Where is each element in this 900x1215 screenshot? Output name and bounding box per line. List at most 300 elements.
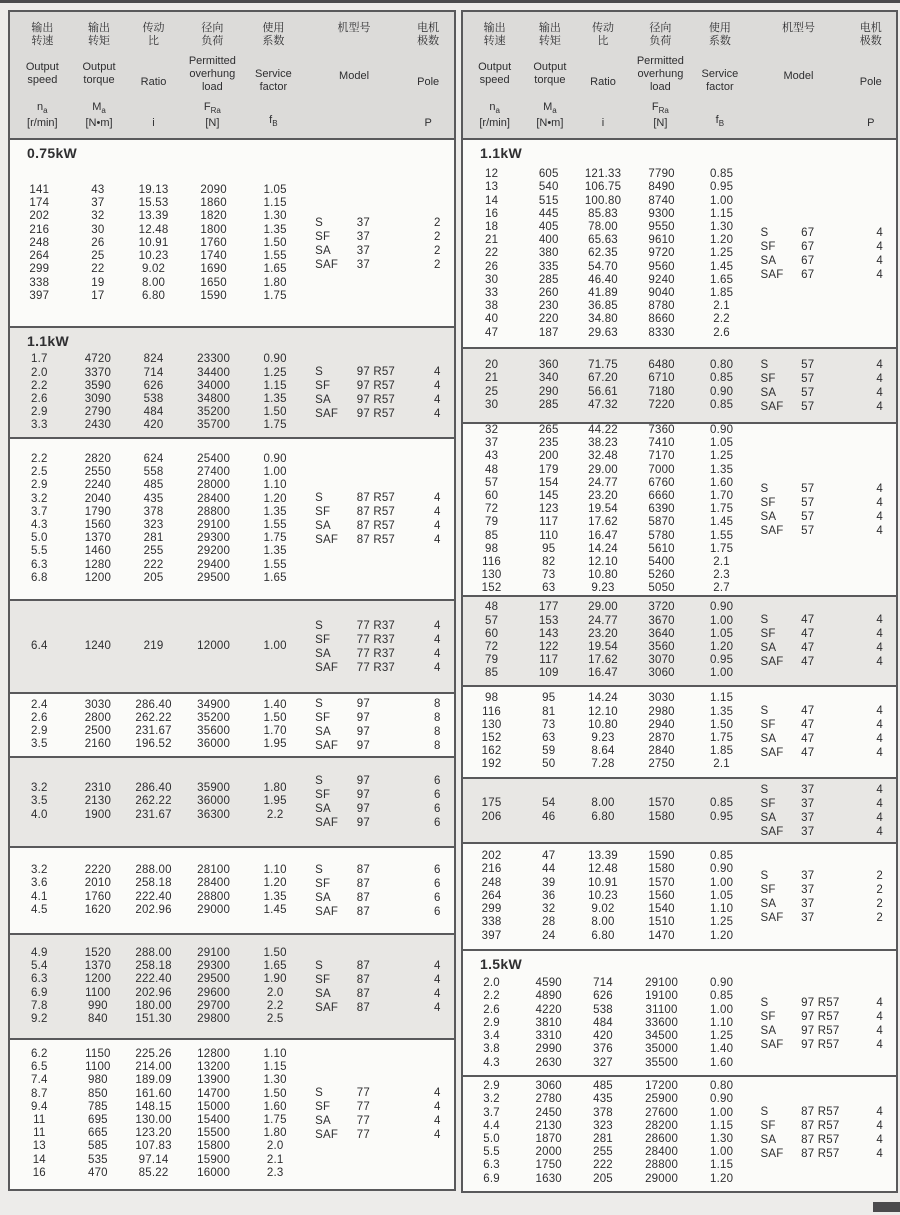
spec-group [463, 777, 896, 842]
cell-factor: 0.90 [709, 977, 734, 990]
cell-torque: 143 [538, 627, 559, 640]
table-row [463, 582, 749, 595]
cell-torque: 2820 [84, 452, 112, 465]
cell-load: 36000 [197, 795, 231, 808]
table-row [10, 809, 303, 822]
model-name: S [760, 996, 769, 1009]
model-code: 97 [356, 712, 370, 724]
spec-group [10, 756, 454, 846]
model-code: 87 [356, 891, 370, 904]
cell-factor: 1.00 [263, 466, 287, 479]
cell-factor: 1.20 [263, 877, 287, 890]
cell-factor: 1.15 [709, 1119, 734, 1132]
cell-torque: 535 [87, 1153, 108, 1166]
model-row [303, 379, 454, 393]
cell-ratio: 202.96 [135, 986, 172, 999]
table-row [10, 1167, 303, 1180]
cell-ratio: 378 [593, 1106, 613, 1119]
table-row [10, 1154, 303, 1167]
model-code: 97 R57 [356, 380, 396, 392]
model-row [749, 797, 896, 811]
model-code: 87 R57 [356, 534, 396, 546]
table-row [463, 692, 749, 705]
cell-speed: 5.4 [31, 960, 48, 973]
model-row [303, 1086, 454, 1100]
cell-speed: 11 [33, 1127, 46, 1140]
cell-speed: 60 [484, 627, 499, 640]
model-pole: 2 [876, 869, 883, 882]
numeric-columns [10, 184, 303, 303]
header-en-label: Output speed [25, 61, 59, 87]
cell-load: 5610 [648, 542, 675, 555]
spec-group-body [463, 349, 896, 422]
cell-factor: 1.20 [709, 1172, 734, 1185]
model-name: SA [315, 1115, 331, 1127]
header-symbol-label: $f_B$ [269, 113, 278, 128]
cell-load: 35000 [645, 1043, 679, 1056]
model-row [749, 883, 896, 897]
table-row [10, 479, 303, 492]
model-row [303, 258, 454, 272]
spec-group [10, 1038, 454, 1188]
cell-torque: 122 [538, 641, 559, 653]
cell-factor: 1.15 [263, 379, 287, 392]
cell-speed: 7.8 [31, 999, 48, 1012]
cell-torque: 695 [87, 1114, 108, 1126]
cell-factor: 2.1 [713, 556, 730, 569]
model-code: 77 [356, 1087, 370, 1099]
cell-torque: 17 [91, 289, 105, 302]
model-pole: 4 [876, 733, 883, 745]
spec-group-body [463, 972, 896, 1075]
cell-factor: 1.35 [709, 705, 734, 718]
cell-speed: 2.0 [483, 977, 500, 990]
model-pole: 4 [433, 1001, 441, 1014]
cell-torque: 2800 [84, 711, 112, 724]
cell-torque: 260 [538, 287, 559, 299]
model-name: SAF [315, 1001, 339, 1014]
spec-group [463, 422, 896, 595]
cell-speed: 6.9 [31, 986, 48, 999]
cell-load: 1470 [648, 929, 675, 942]
table-row [463, 732, 749, 745]
cell-load: 1800 [200, 223, 227, 236]
table-row [10, 1013, 303, 1026]
spec-group [463, 140, 896, 347]
model-name: SF [315, 230, 331, 243]
spec-group-body [10, 601, 454, 692]
cell-torque: 59 [542, 745, 556, 758]
cell-ratio: 97.14 [138, 1153, 169, 1166]
cell-speed: 3.7 [483, 1106, 500, 1119]
model-code: 97 R57 [356, 408, 396, 420]
model-name: SA [760, 255, 777, 267]
cell-factor: 1.45 [709, 260, 734, 273]
model-name: SAF [315, 258, 339, 271]
cell-torque: 220 [538, 313, 559, 326]
cell-speed: 38 [484, 300, 499, 313]
cell-speed: 3.7 [31, 505, 48, 518]
cell-speed: 2.9 [31, 479, 48, 492]
header-col-torque [71, 22, 128, 130]
cell-torque: 1370 [84, 532, 112, 545]
model-row [749, 386, 896, 400]
model-name: SAF [315, 408, 339, 420]
model-pole: 4 [433, 520, 441, 532]
table-row [463, 797, 749, 810]
model-name: SF [760, 1120, 776, 1132]
model-row [749, 496, 896, 510]
numeric-columns [10, 864, 303, 917]
model-row [749, 783, 896, 797]
cell-factor: 1.15 [709, 1159, 734, 1172]
cell-load: 2940 [648, 718, 675, 731]
model-row [749, 1105, 896, 1119]
cell-factor: 1.85 [709, 745, 734, 758]
cell-ratio: 10.23 [588, 889, 618, 902]
cell-load: 14700 [197, 1087, 231, 1100]
model-pole: 4 [433, 394, 441, 406]
table-row [463, 569, 749, 582]
table-row [463, 503, 749, 516]
table-row [463, 850, 749, 863]
model-name: SF [760, 797, 776, 810]
model-row [303, 725, 454, 739]
cell-factor: 1.00 [263, 639, 287, 652]
header-cjk-label: 使用 系数 [262, 22, 285, 47]
model-name: S [760, 869, 769, 882]
cell-ratio: 202.96 [135, 903, 172, 916]
model-row [303, 633, 454, 647]
table-row [463, 1120, 749, 1133]
model-name: SA [760, 811, 777, 824]
cell-ratio: 6.80 [141, 289, 166, 302]
table-row [10, 453, 303, 466]
cell-ratio: 6.80 [591, 929, 615, 942]
cell-factor: 1.35 [263, 393, 287, 405]
model-code: 47 [801, 614, 815, 626]
header-cjk-label: 机型号 [782, 22, 815, 34]
cell-ratio: 8.00 [591, 797, 615, 810]
table-row [10, 184, 303, 197]
cell-speed: 248 [481, 876, 502, 889]
spec-group [463, 949, 896, 1075]
table-row [463, 464, 749, 477]
cell-factor: 0.90 [263, 353, 287, 366]
cell-speed: 152 [481, 582, 502, 595]
table-row [10, 197, 303, 210]
cell-speed: 2.9 [483, 1016, 500, 1029]
cell-ratio: 222.40 [135, 973, 172, 986]
model-pole: 6 [433, 789, 441, 801]
cell-speed: 202 [481, 850, 502, 863]
model-code: 87 R57 [356, 492, 396, 504]
cell-load: 3640 [648, 627, 675, 640]
cell-speed: 40 [484, 313, 499, 326]
model-block [303, 216, 454, 272]
table-row [463, 745, 749, 758]
header-symbol-label: $n_a$ [r/min] [479, 100, 510, 129]
cell-ratio: 36.85 [588, 300, 618, 313]
cell-torque: 109 [538, 667, 559, 680]
model-row [749, 996, 896, 1010]
cell-load: 6760 [648, 476, 675, 489]
cell-torque: 30 [91, 223, 105, 236]
cell-torque: 63 [542, 732, 556, 744]
cell-load: 35200 [197, 406, 231, 419]
spec-group [463, 685, 896, 777]
cell-ratio: 78.00 [588, 220, 618, 233]
cell-torque: 1280 [84, 558, 112, 571]
cell-ratio: 9.02 [591, 903, 615, 916]
cell-ratio: 15.53 [138, 197, 169, 210]
table-row [463, 450, 749, 463]
table-row [10, 947, 303, 960]
model-code: 77 [356, 1129, 370, 1141]
table-row [463, 863, 749, 876]
model-row [749, 869, 896, 883]
model-row [303, 393, 454, 407]
cell-torque: 3590 [84, 379, 112, 392]
cell-factor: 1.50 [263, 946, 287, 959]
cell-torque: 63 [542, 582, 556, 595]
model-name: SAF [315, 817, 339, 829]
cell-speed: 3.5 [31, 795, 48, 808]
table-row [10, 367, 303, 380]
cell-load: 1570 [648, 876, 675, 889]
cell-speed: 48 [484, 463, 499, 476]
model-name: S [315, 619, 323, 632]
cell-load: 5780 [648, 529, 675, 542]
header-symbol-label: P [867, 117, 875, 129]
model-row [749, 510, 896, 524]
cell-speed: 192 [481, 758, 502, 771]
table-row [10, 506, 303, 519]
cell-torque: 32 [542, 903, 556, 916]
cell-ratio: 435 [593, 1093, 613, 1106]
model-pole: 2 [433, 216, 441, 229]
model-row [749, 627, 896, 641]
cell-ratio: 44.22 [588, 424, 618, 436]
model-pole: 4 [876, 255, 883, 267]
cell-load: 9300 [648, 207, 675, 220]
numeric-columns [463, 168, 749, 340]
table-row [10, 1000, 303, 1013]
model-name: SAF [760, 911, 784, 924]
cell-torque: 179 [538, 463, 559, 476]
model-row [749, 718, 896, 732]
table-row [463, 516, 749, 529]
cell-ratio: 624 [143, 452, 164, 465]
cell-factor: 1.30 [263, 210, 287, 223]
cell-load: 1650 [200, 276, 227, 289]
model-code: 57 [801, 400, 815, 413]
model-pole: 4 [433, 1087, 441, 1099]
cell-ratio: 71.75 [588, 359, 618, 372]
model-pole: 4 [876, 642, 883, 654]
table-row [463, 1057, 749, 1070]
model-name: S [760, 614, 769, 626]
cell-load: 19100 [645, 990, 679, 1003]
model-block [749, 613, 896, 669]
cell-torque: 285 [538, 273, 559, 286]
model-code: 57 [801, 358, 815, 371]
model-pole: 4 [876, 386, 883, 399]
cell-load: 28800 [197, 890, 231, 903]
cell-factor: 1.95 [263, 795, 287, 808]
cell-ratio: 281 [593, 1133, 613, 1145]
cell-factor: 0.90 [263, 452, 287, 465]
cell-load: 12000 [197, 639, 231, 652]
model-row [303, 216, 454, 230]
table-row [463, 530, 749, 543]
model-code: 47 [801, 733, 815, 745]
model-pole: 4 [433, 973, 441, 986]
model-code: 57 [801, 510, 815, 523]
cell-load: 6480 [648, 359, 675, 372]
cell-factor: 1.65 [709, 273, 734, 286]
cell-torque: 43 [91, 184, 105, 197]
cell-load: 7410 [648, 437, 675, 450]
table-row [463, 1080, 749, 1093]
model-code: 37 [801, 883, 815, 896]
spec-group-body [10, 848, 454, 933]
table-row [463, 903, 749, 916]
cell-load: 35700 [197, 419, 231, 432]
model-block [749, 869, 896, 925]
table-row [463, 556, 749, 569]
header-col-ratio [578, 22, 629, 130]
model-name: SA [315, 803, 331, 815]
table-row [463, 1133, 749, 1146]
power-section-label: 0.75kW [27, 145, 78, 161]
model-code: 67 [801, 255, 815, 267]
cell-load: 9040 [648, 287, 675, 299]
cell-factor: 1.00 [709, 1146, 734, 1159]
cell-ratio: 12.48 [138, 223, 169, 236]
cell-factor: 1.55 [709, 529, 734, 542]
cell-torque: 4590 [535, 977, 562, 990]
header-symbol-label: i [152, 117, 155, 129]
table-row [463, 313, 749, 326]
model-row [303, 959, 454, 973]
table-row [463, 386, 749, 399]
table-row [10, 1140, 303, 1153]
cell-speed: 8.7 [31, 1087, 48, 1100]
cell-torque: 380 [538, 247, 559, 260]
model-code: 97 R57 [801, 1010, 840, 1023]
model-name: SF [760, 719, 776, 731]
cell-factor: 1.20 [709, 234, 734, 247]
cell-load: 34800 [197, 393, 231, 405]
numeric-columns [10, 640, 303, 653]
cell-factor: 1.15 [263, 1061, 287, 1074]
spec-group [463, 595, 896, 685]
model-row [749, 911, 896, 925]
cell-factor: 1.65 [263, 571, 287, 584]
cell-load: 7180 [648, 385, 675, 398]
header-col-ratio [127, 22, 179, 130]
cell-speed: 12 [484, 168, 499, 181]
cell-load: 16000 [197, 1166, 231, 1179]
model-block [749, 704, 896, 760]
cell-speed: 79 [484, 516, 499, 529]
cell-speed: 13 [484, 181, 499, 194]
cell-factor: 1.50 [263, 1087, 287, 1100]
spec-group-body [10, 935, 454, 1038]
cell-speed: 85 [484, 529, 499, 542]
model-code: 67 [801, 269, 815, 281]
cell-load: 23300 [197, 353, 231, 366]
header-en-label: Permitted overhung load [188, 54, 236, 93]
header-symbol-label [748, 117, 850, 130]
cell-factor: 0.90 [709, 385, 734, 398]
cell-torque: 290 [538, 385, 559, 398]
model-pole: 4 [876, 719, 883, 731]
cell-ratio: 17.62 [588, 516, 618, 529]
table-row [463, 168, 749, 181]
cell-speed: 2.9 [31, 725, 48, 737]
cell-torque: 585 [87, 1140, 108, 1153]
table-row [463, 1093, 749, 1106]
model-code: 87 [356, 959, 370, 972]
model-pole: 4 [876, 524, 883, 537]
model-row [749, 825, 896, 839]
model-code: 67 [801, 241, 815, 253]
cell-speed: 57 [484, 476, 499, 489]
cell-speed: 299 [481, 903, 502, 916]
cell-speed: 6.3 [483, 1159, 500, 1172]
cell-load: 31100 [645, 1003, 678, 1016]
model-code: 77 [356, 1101, 370, 1113]
cell-torque: 405 [538, 220, 559, 233]
table-header [463, 12, 896, 140]
cell-ratio: 19.54 [588, 503, 618, 516]
numeric-columns [10, 947, 303, 1026]
cell-load: 9560 [648, 260, 675, 273]
cell-speed: 37 [484, 437, 499, 450]
cell-load: 1690 [200, 263, 227, 276]
table-row [463, 1017, 749, 1030]
model-pole: 4 [876, 1106, 883, 1118]
model-code: 37 [801, 811, 815, 824]
cell-torque: 39 [542, 876, 556, 889]
header-cjk-label: 机型号 [337, 22, 371, 34]
model-pole: 4 [876, 614, 883, 626]
model-row [303, 802, 454, 816]
cell-factor: 1.80 [263, 1127, 287, 1140]
cell-factor: 2.1 [713, 300, 730, 313]
cell-load: 9240 [648, 273, 675, 286]
cell-factor: 1.75 [263, 1114, 287, 1126]
model-block [303, 863, 454, 919]
cell-speed: 116 [482, 556, 502, 569]
model-code: 37 [801, 783, 815, 796]
cell-speed: 11 [33, 1114, 46, 1126]
cell-speed: 16 [484, 207, 499, 220]
cell-load: 25400 [197, 452, 231, 465]
model-name: SF [760, 1010, 776, 1023]
cell-load: 8740 [648, 194, 675, 207]
header-en-label: Pole [859, 76, 882, 88]
cell-speed: 216 [29, 223, 50, 236]
model-name: SA [760, 897, 777, 910]
model-pole: 4 [876, 1148, 883, 1160]
cell-speed: 14 [32, 1153, 46, 1166]
cell-torque: 1200 [84, 571, 112, 584]
cell-torque: 2790 [84, 406, 112, 419]
cell-factor: 1.75 [709, 732, 734, 744]
